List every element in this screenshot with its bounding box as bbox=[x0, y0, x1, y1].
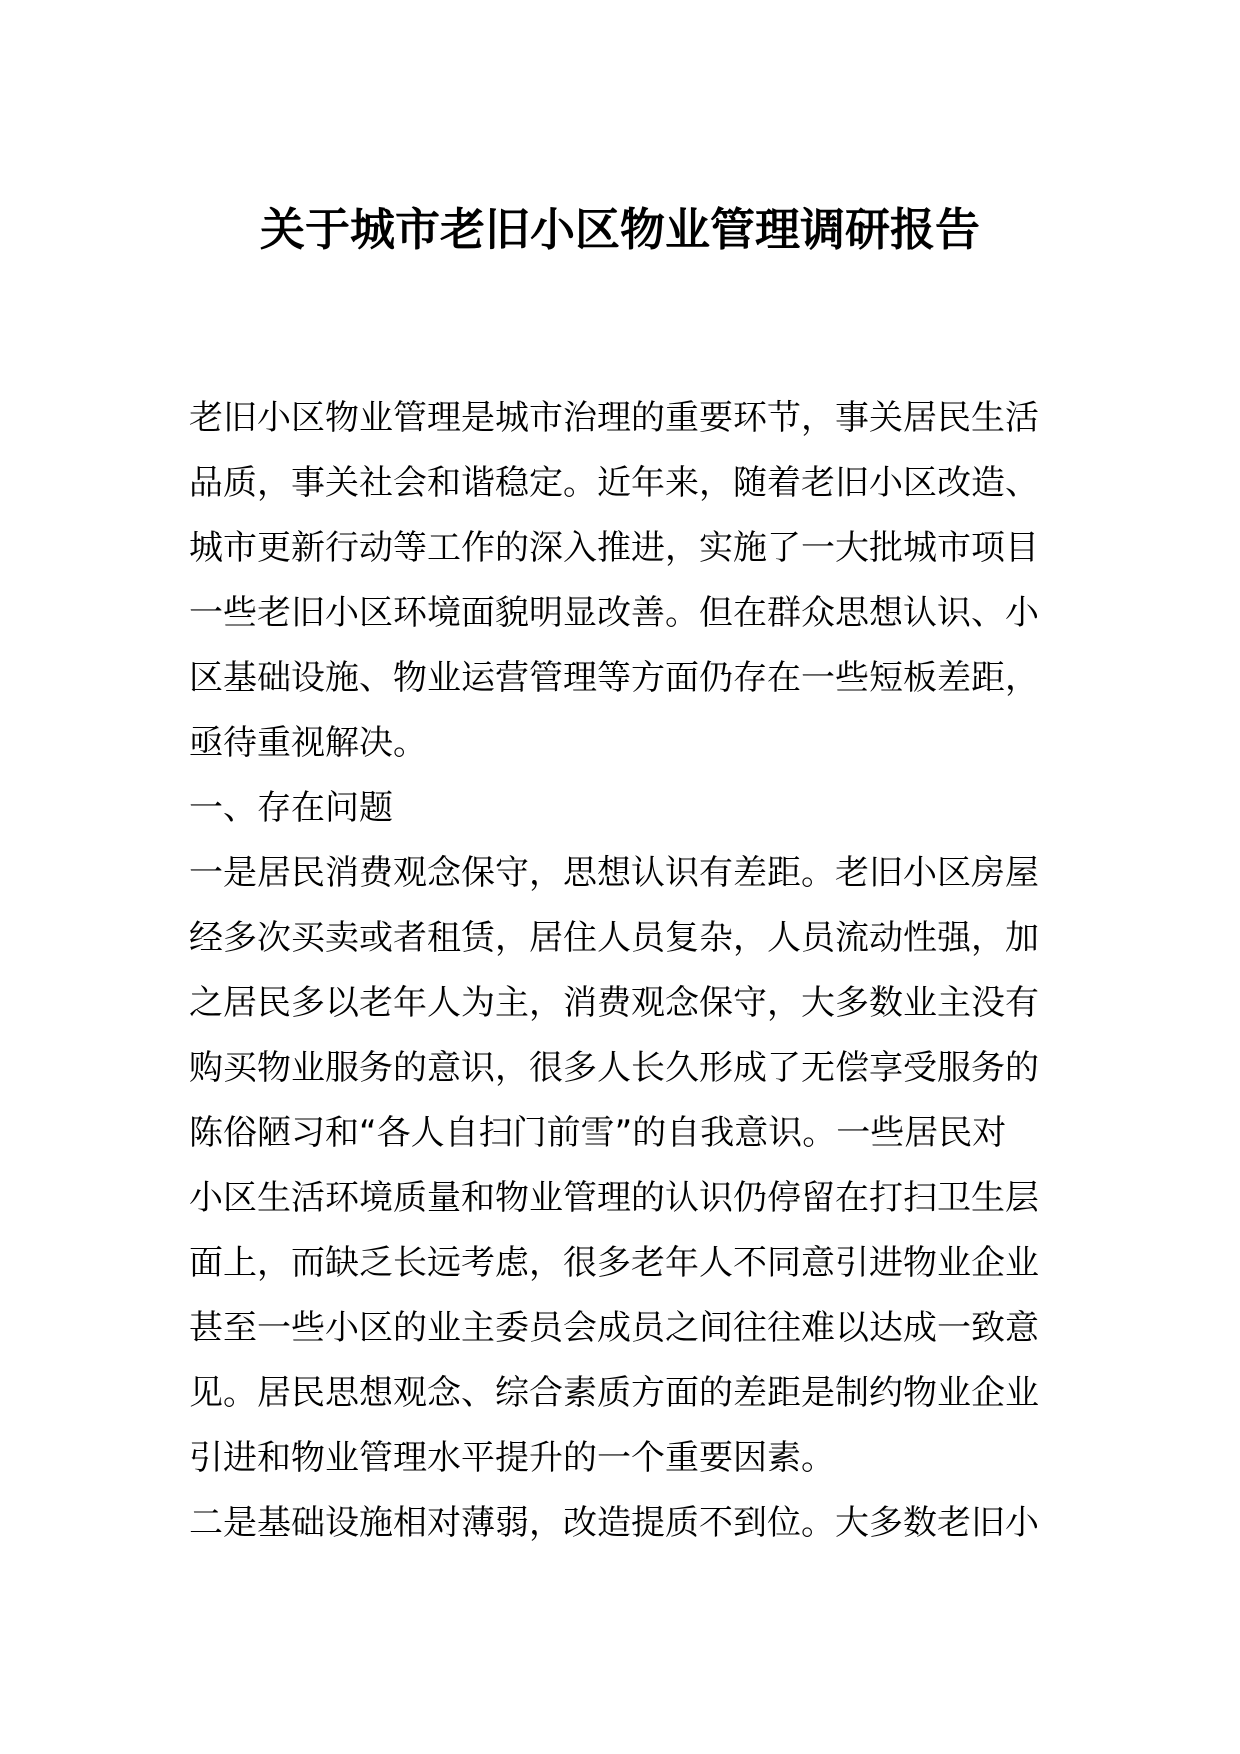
section-heading: 一、存在问题 bbox=[189, 788, 393, 828]
text-line: 购买物业服务的意识，很多人长久形成了无偿享受服务的 bbox=[189, 1048, 1039, 1088]
text-line: 品质，事关社会和谐稳定。近年来，随着老旧小区改造、 bbox=[189, 463, 1039, 503]
text-line: 二是基础设施相对薄弱，改造提质不到位。大多数老旧小 bbox=[189, 1503, 1039, 1543]
text-line: 之居民多以老年人为主，消费观念保守，大多数业主没有 bbox=[189, 983, 1039, 1023]
text-line: 见。居民思想观念、综合素质方面的差距是制约物业企业 bbox=[189, 1373, 1039, 1413]
document-title: 关于城市老旧小区物业管理调研报告 bbox=[259, 203, 980, 256]
document-body bbox=[189, 386, 1059, 1556]
text-line: 面上，而缺乏长远考虑，很多老年人不同意引进物业企业 bbox=[189, 1243, 1039, 1283]
text-line: 陈俗陋习和“各人自扫门前雪”的自我意识。一些居民对 bbox=[189, 1113, 1007, 1153]
text-line: 一是居民消费观念保守，思想认识有差距。老旧小区房屋 bbox=[189, 853, 1039, 893]
text-line: 老旧小区物业管理是城市治理的重要环节，事关居民生活 bbox=[189, 398, 1039, 438]
text-line: 一些老旧小区环境面貌明显改善。但在群众思想认识、小 bbox=[189, 593, 1039, 633]
text-line: 亟待重视解决。 bbox=[189, 723, 427, 763]
text-line: 经多次买卖或者租赁，居住人员复杂，人员流动性强，加 bbox=[189, 918, 1039, 958]
text-line: 区基础设施、物业运营管理等方面仍存在一些短板差距， bbox=[189, 658, 1039, 698]
text-line: 引进和物业管理水平提升的一个重要因素。 bbox=[189, 1438, 835, 1478]
text-line: 甚至一些小区的业主委员会成员之间往往难以达成一致意 bbox=[189, 1308, 1039, 1348]
text-line: 小区生活环境质量和物业管理的认识仍停留在打扫卫生层 bbox=[189, 1178, 1039, 1218]
text-line: 城市更新行动等工作的深入推进，实施了一大批城市项目 bbox=[189, 528, 1039, 568]
